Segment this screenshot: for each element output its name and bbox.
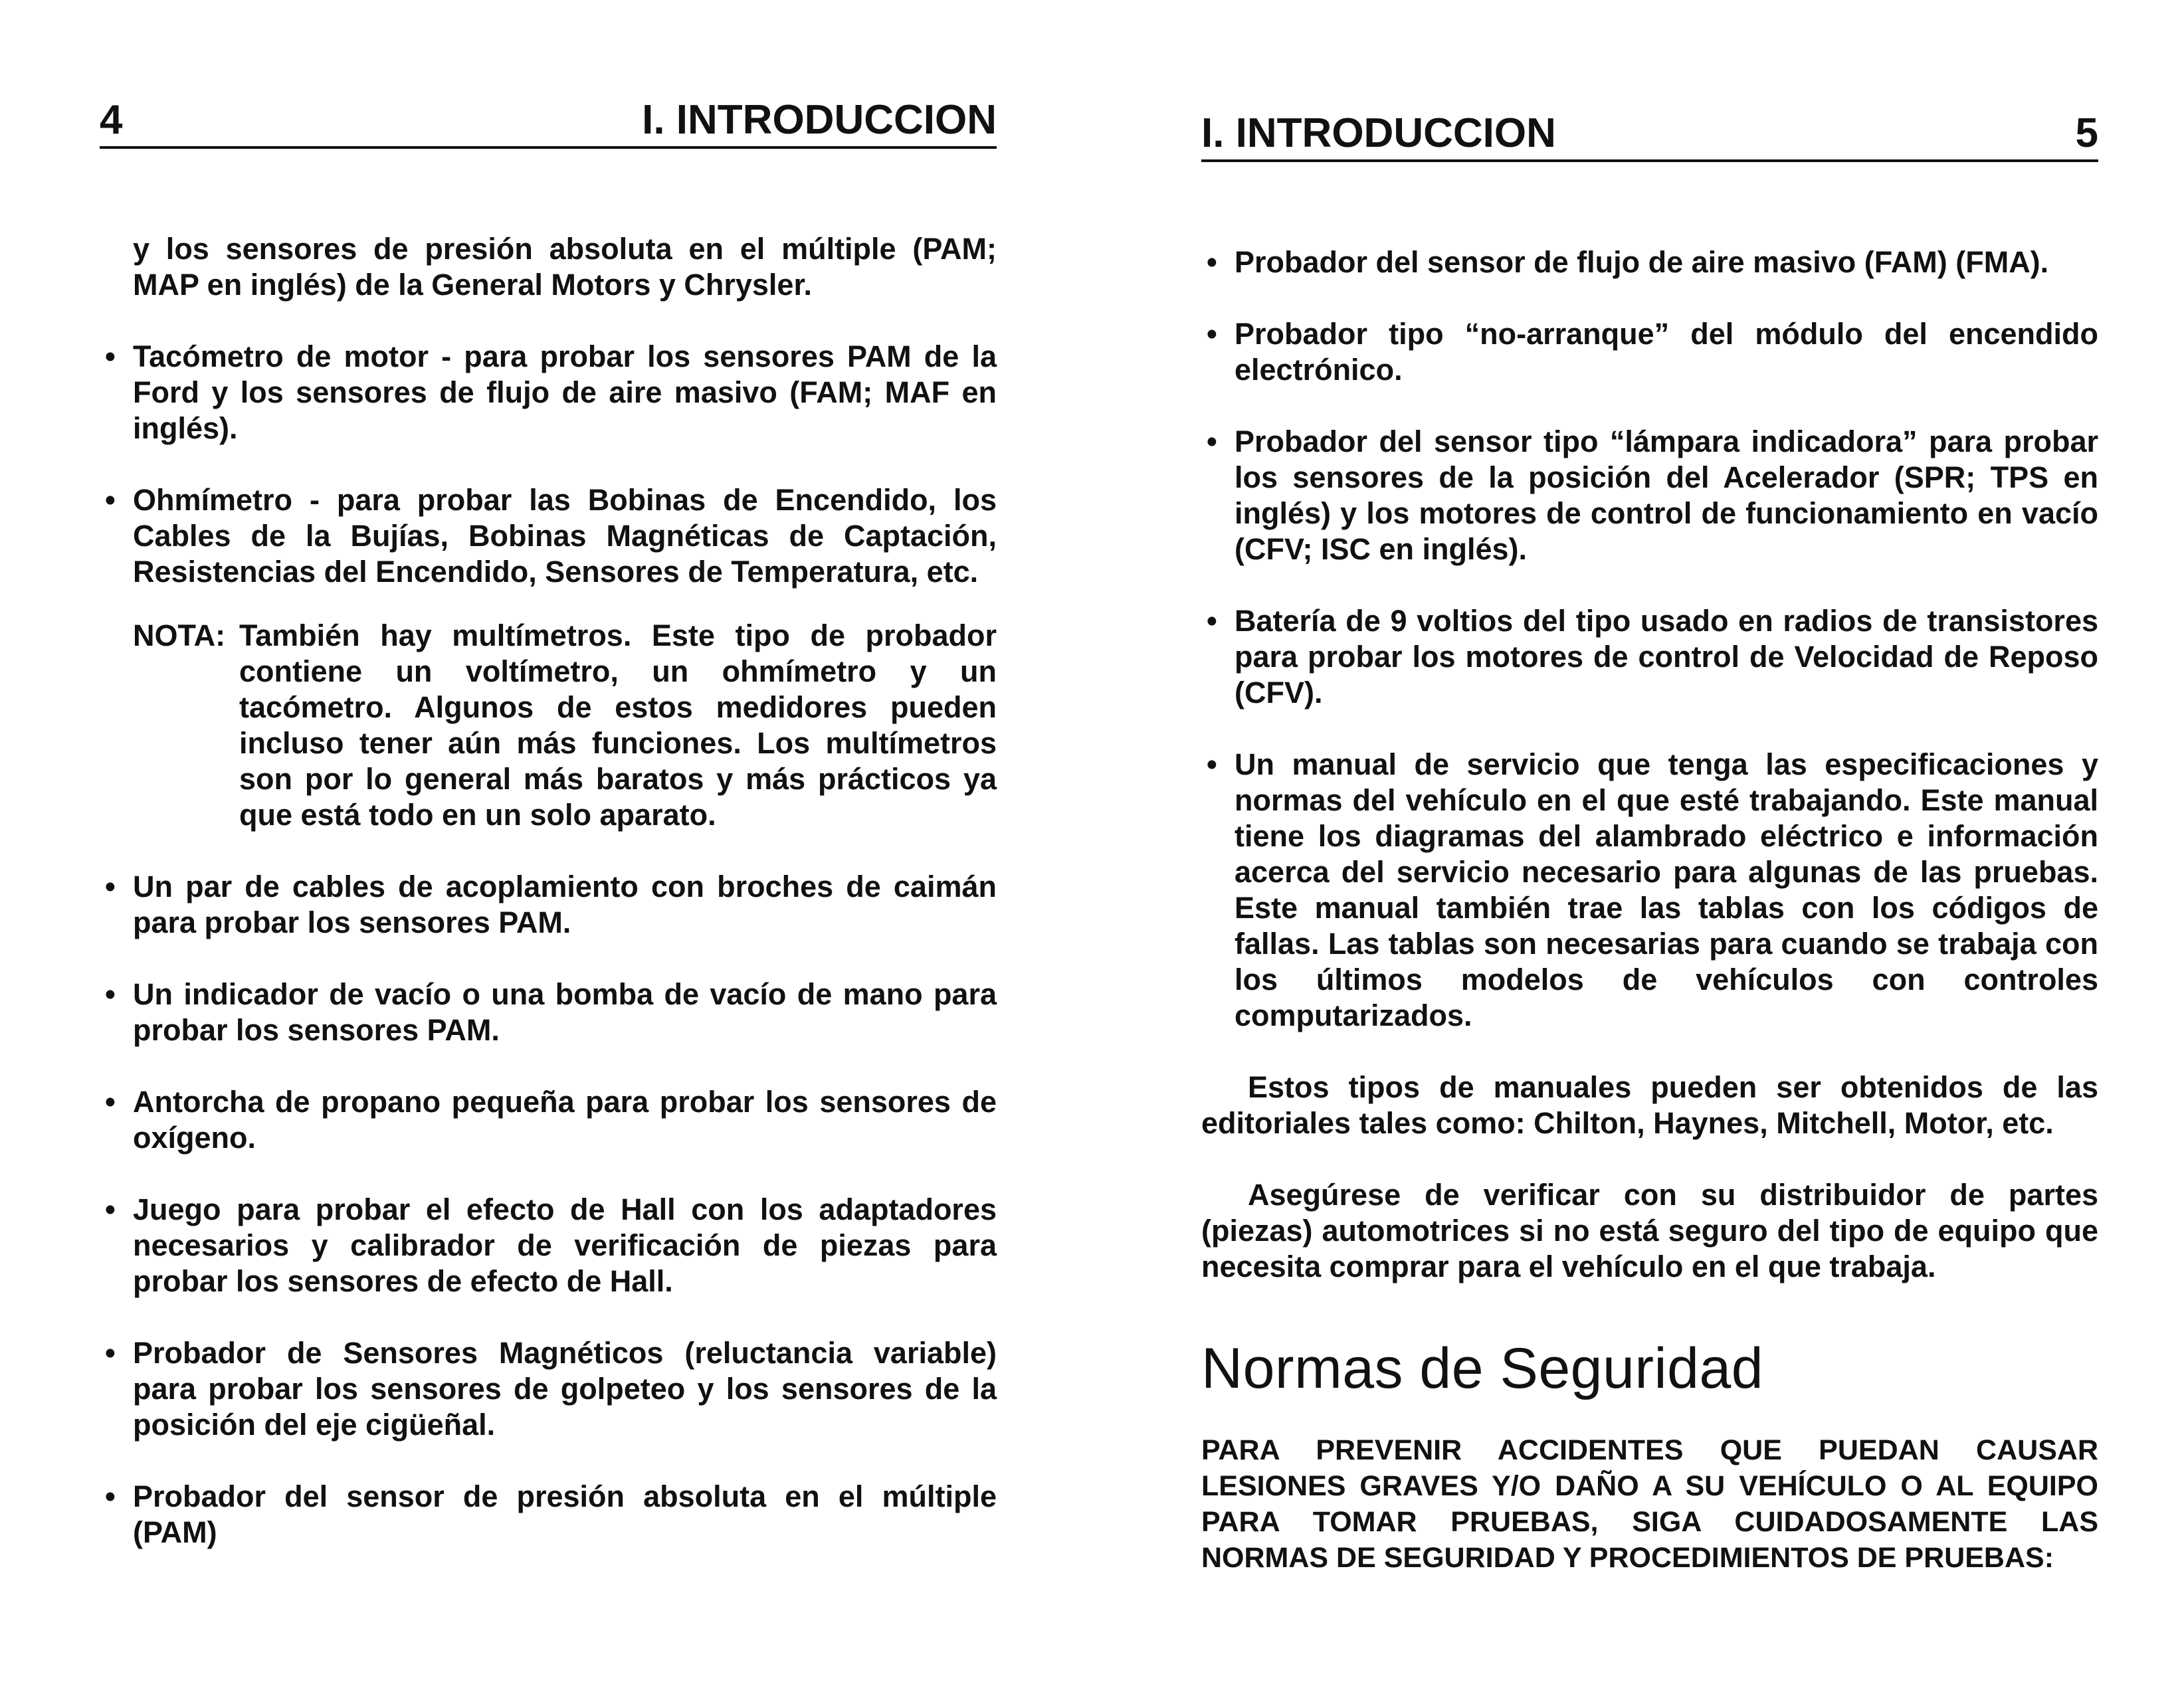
list-item — [100, 1084, 997, 1156]
body-paragraph: Asegúrese de verificar con su distribuidor de partes (piezas) automotrices si no está seguro del tipo de equipo que necesita comprar para el vehículo en el que trabaja. — [1201, 1178, 2098, 1283]
list-item-text: Probador del sensor de flujo de aire masivo (FAM) (FMA). — [1235, 245, 2049, 279]
list-item — [100, 1192, 997, 1299]
bullet-icon: • — [1207, 747, 1217, 781]
note-label: NOTA: — [133, 618, 226, 652]
bullet-icon: • — [1207, 317, 1217, 351]
bullet-icon: • — [105, 1336, 116, 1370]
list-item-text: Juego para probar el efecto de Hall con los adaptadores necesarios y calibrador de verificación de piezas para probar los sensores de efecto de Hall. — [133, 1192, 997, 1298]
list-item — [1201, 244, 2098, 280]
page-number: 4 — [100, 97, 123, 143]
bullet-icon: • — [1207, 424, 1217, 458]
bullet-icon: • — [105, 870, 116, 903]
list-item-text: Un par de cables de acoplamiento con broches de caimán para probar los sensores PAM. — [133, 870, 997, 939]
left-page-header — [100, 93, 997, 149]
bullet-icon: • — [105, 1479, 116, 1513]
right-page-content — [1201, 244, 2098, 1576]
list-item-text: Probador del sensor de presión absoluta en el múltiple (PAM) — [133, 1479, 997, 1549]
page-number: 5 — [2075, 110, 2098, 156]
bullet-icon: • — [105, 483, 116, 517]
list-item-text: Un manual de servicio que tenga las especificaciones y normas del vehículo en el que esté trabajando. Este manual tiene los diagramas del alambrado eléctrico e información acerca del servicio necesario para algunas de las pruebas. Este manual también trae las tablas con los códigos de fallas. Las tablas son necesarias para cuando se trabaja con los últimos modelos de vehículos con controles computarizados. — [1235, 747, 2098, 1032]
list-item-text: Probador de Sensores Magnéticos (reluctancia variable) para probar los sensores de golpeteo y los sensores de la posición del eje cigüeñal. — [133, 1336, 997, 1442]
list-item-text: Tacómetro de motor - para probar los sensores PAM de la Ford y los sensores de flujo de aire masivo (FAM; MAF en inglés). — [133, 339, 997, 445]
intro-paragraph: y los sensores de presión absoluta en el múltiple (PAM; MAP en inglés) de la General Motors y Chrysler. — [133, 232, 997, 302]
body-paragraph: Estos tipos de manuales pueden ser obtenidos de las editoriales tales como: Chilton, Haynes, Mitchell, Motor, etc. — [1201, 1070, 2098, 1140]
list-item-text: Ohmímetro - para probar las Bobinas de Encendido, los Cables de la Bujías, Bobinas Magnéticas de Captación, Resistencias del Encendido, Sensores de Temperatura, etc. — [133, 483, 997, 589]
left-page-content — [100, 231, 997, 1551]
list-item — [1201, 424, 2098, 567]
safety-intro: PARA PREVENIR ACCIDENTES QUE PUEDAN CAUSAR LESIONES GRAVES Y/O DAÑO A SU VEHÍCULO O AL EQUIPO PARA TOMAR PRUEBAS, SIGA CUIDADOSAMENTE LAS NORMAS DE SEGURIDAD Y PROCEDIMIENTOS DE PRUEBAS: — [1201, 1434, 2098, 1574]
list-item — [100, 339, 997, 446]
chapter-title: I. INTRODUCCION — [642, 97, 997, 143]
section-heading: Normas de Seguridad — [1201, 1337, 1764, 1400]
list-item-text: Probador del sensor tipo “lámpara indicadora” para probar los sensores de la posición del Acelerador (SPR; TPS en inglés) y los motores de control de funcionamiento en vacío (CFV; ISC en inglés). — [1235, 424, 2098, 566]
list-item — [1201, 316, 2098, 388]
list-item — [100, 869, 997, 941]
list-item — [100, 1335, 997, 1443]
list-item — [1201, 603, 2098, 711]
bullet-icon: • — [105, 1192, 116, 1226]
list-item — [1201, 747, 2098, 1034]
list-item-text: Batería de 9 voltios del tipo usado en radios de transistores para probar los motores de control de Velocidad de Reposo (CFV). — [1235, 604, 2098, 709]
list-item — [100, 1479, 997, 1551]
right-page-header — [1201, 106, 2098, 162]
bullet-icon: • — [105, 1085, 116, 1119]
note-text: También hay multímetros. Este tipo de probador contiene un voltímetro, un ohmímetro y un tacómetro. Algunos de estos medidores pueden incluso tener aún más funciones. Los multímetros son por lo general más baratos y más prácticos ya que está todo en un solo aparato. — [239, 618, 997, 832]
list-item — [100, 977, 997, 1048]
note-block — [133, 618, 997, 833]
bullet-icon: • — [105, 339, 116, 373]
chapter-title: I. INTRODUCCION — [1201, 110, 1556, 156]
list-item-text: Probador tipo “no-arranque” del módulo del encendido electrónico. — [1235, 317, 2098, 387]
list-item-text: Un indicador de vacío o una bomba de vacío de mano para probar los sensores PAM. — [133, 977, 997, 1047]
bullet-icon: • — [1207, 604, 1217, 638]
bullet-icon: • — [105, 977, 116, 1011]
bullet-icon: • — [1207, 245, 1217, 279]
list-item — [100, 482, 997, 590]
list-item-text: Antorcha de propano pequeña para probar los sensores de oxígeno. — [133, 1085, 997, 1155]
